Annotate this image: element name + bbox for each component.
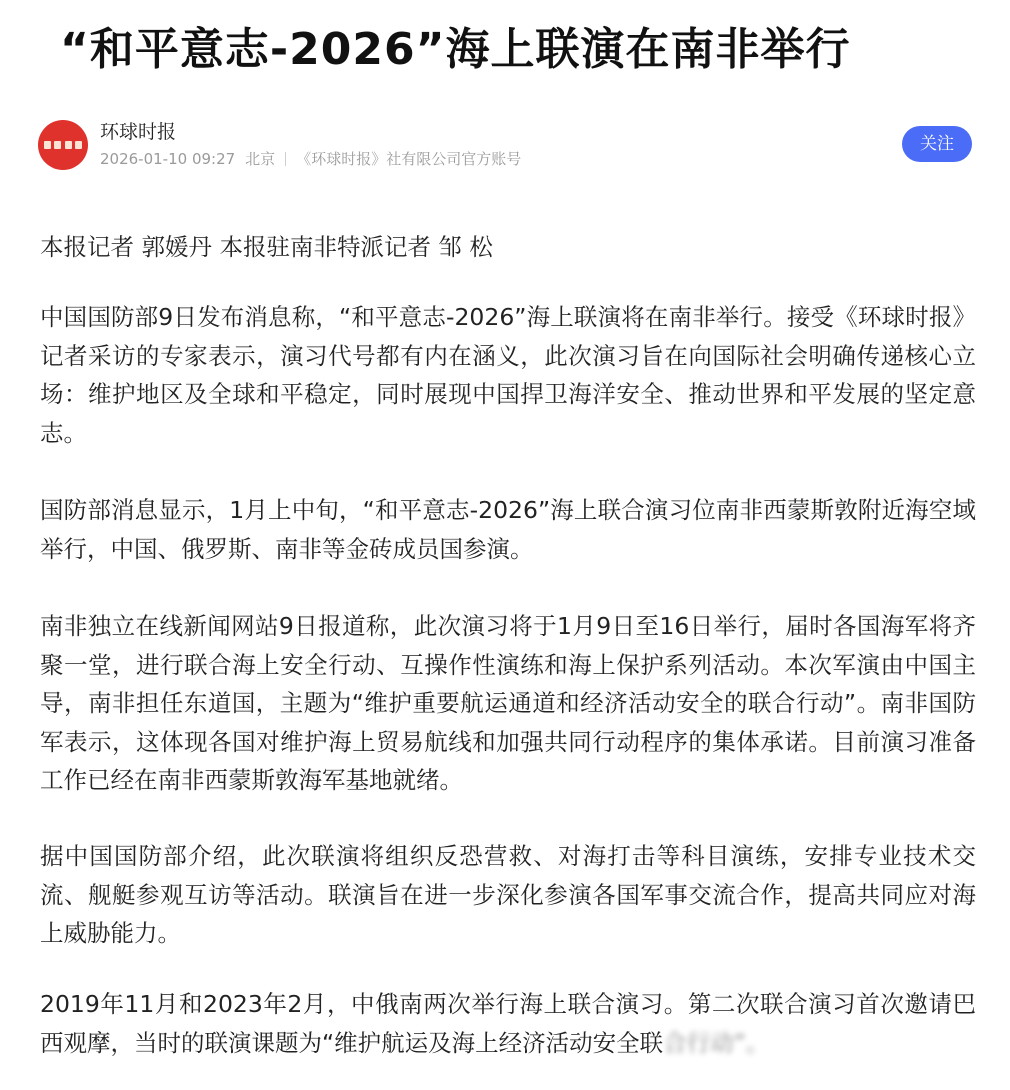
logo-icon — [44, 140, 82, 150]
paragraph-5 — [40, 985, 976, 1062]
paragraph-3: 南非独立在线新闻网站9日报道称，此次演习将于1月9日至16日举行，届时各国海军将齐聚一堂，进行联合海上安全行动、互操作性演练和海上保护系列活动。本次军演由中国主导，南非担任东道国，主题为“维护重要航运通道和经济活动安全的联合行动”。南非国防军表示，这体现各国对维护海上贸易航线和加强共同行动程序的集体承诺。目前演习准备工作已经在南非西蒙斯敦海军基地就绪。 — [40, 612, 976, 794]
byline: 本报记者 郭媛丹 本报驻南非特派记者 邹 松 — [40, 233, 493, 261]
publish-location: 北京 — [245, 150, 276, 168]
source-avatar[interactable] — [38, 120, 88, 170]
article-meta — [100, 148, 521, 170]
paragraph-2: 国防部消息显示，1月上中旬，“和平意志-2026”海上联合演习位南非西蒙斯敦附近海空域举行，中国、俄罗斯、南非等金砖成员国参演。 — [40, 496, 976, 563]
source-name[interactable]: 环球时报 — [100, 121, 177, 143]
paragraph-5-text: 2019年11月和2023年2月，中俄南两次举行海上联合演习。第二次联合演习首次邀请巴西观摩，当时的联演课题为“维护航运及海上经济活动安全联 — [40, 990, 976, 1057]
follow-button[interactable]: 关注 — [902, 126, 972, 162]
source-account: 《环球时报》社有限公司官方账号 — [296, 150, 522, 168]
meta-divider — [285, 152, 286, 166]
paragraph-5-blurred-text: 合行动”。 — [663, 1028, 770, 1057]
paragraph-1: 中国国防部9日发布消息称，“和平意志-2026”海上联演将在南非举行。接受《环球时报》记者采访的专家表示，演习代号都有内在涵义，此次演习旨在向国际社会明确传递核心立场：维护地区及全球和平稳定，同时展现中国捍卫海洋安全、推动世界和平发展的坚定意志。 — [40, 303, 976, 447]
article-title: “和平意志-2026”海上联演在南非举行 — [60, 24, 851, 75]
publish-datetime: 2026-01-10 09:27 — [100, 150, 236, 168]
paragraph-4: 据中国国防部介绍，此次联演将组织反恐营救、对海打击等科目演练，安排专业技术交流、舰艇参观互访等活动。联演旨在进一步深化参演各国军事交流合作，提高共同应对海上威胁能力。 — [40, 842, 976, 947]
